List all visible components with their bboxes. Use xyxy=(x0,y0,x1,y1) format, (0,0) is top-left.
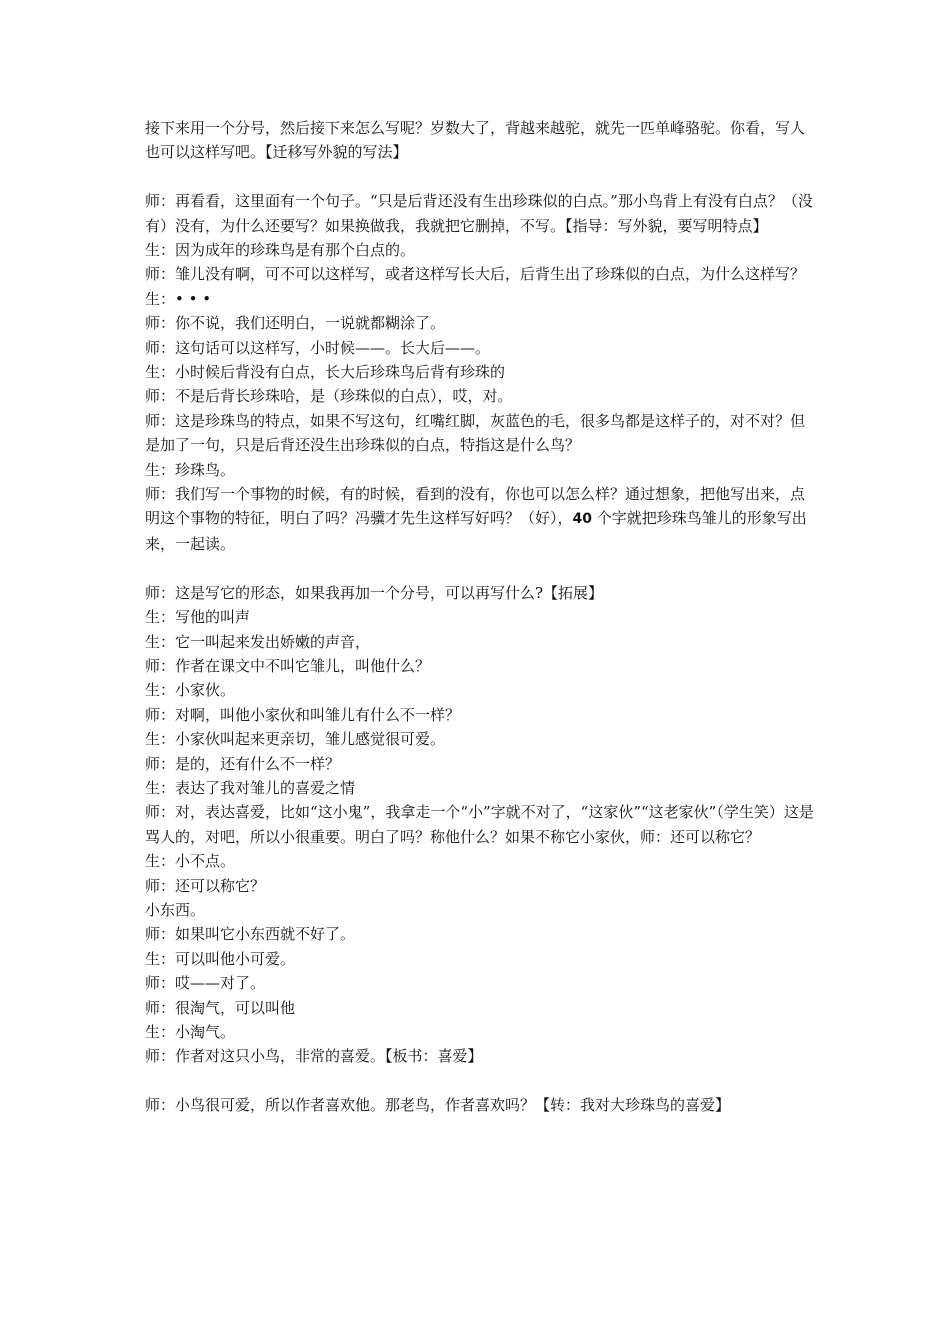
paragraph: 师：是的，还有什么不一样？ xyxy=(145,754,341,773)
paragraph: 生：可以叫他小可爱。 xyxy=(145,949,296,968)
paragraph: 师：作者对这只小鸟，非常的喜爱。【板书：喜爱】 xyxy=(145,1047,483,1066)
paragraph: 生：珍珠鸟。 xyxy=(145,460,236,479)
blank-line xyxy=(145,1069,817,1093)
paragraph: 师：作者在课文中不叫它雏儿，叫他什么？ xyxy=(145,656,431,675)
paragraph: 师：这是珍珠鸟的特点，如果不写这句，红嘴红脚，灰蓝色的毛，很多鸟都是这样子的，对不对？但是加了一句，只是后背还没生出珍珠似的白点，特指这是什么鸟？ xyxy=(145,411,806,455)
paragraph: 师：你不说，我们还明白，一说就都糊涂了。 xyxy=(145,314,446,333)
paragraph: 师：哎——对了。 xyxy=(145,974,266,993)
paragraph: 小东西。 xyxy=(145,900,206,919)
paragraph: 师：这是写它的形态，如果我再加一个分号，可以再写什么?【拓展】 xyxy=(145,583,604,602)
paragraph: 师：雏儿没有啊，可不可以这样写，或者这样写长大后，后背生出了珍珠似的白点，为什么这样写？ xyxy=(145,265,806,284)
paragraph: 生：小时候后背没有白点，长大后珍珠鸟后背有珍珠的 xyxy=(145,363,506,382)
paragraph: 师：对啊，叫他小家伙和叫雏儿有什么不一样？ xyxy=(145,705,461,724)
paragraph: 师：小鸟很可爱，所以作者喜欢他。那老鸟，作者喜欢吗？【转：我对大珍珠鸟的喜爱】 xyxy=(145,1096,731,1115)
paragraph-with-number xyxy=(145,482,817,556)
paragraph: 师：很淘气，可以叫他 xyxy=(145,998,296,1017)
paragraph-text-after: 个字就把珍珠鸟雏儿的形象写出来，一起读。 xyxy=(145,509,807,553)
paragraph: 生：因为成年的珍珠鸟是有那个白点的。 xyxy=(145,241,416,260)
paragraph: 师：还可以称它？ xyxy=(145,876,266,895)
paragraph: 生：它一叫起来发出娇嫩的声音， xyxy=(145,632,371,651)
paragraph: 生：表达了我对雏儿的喜爱之情 xyxy=(145,778,356,797)
paragraph: 生：写他的叫声 xyxy=(145,608,251,627)
bold-number: 40 xyxy=(572,511,592,528)
paragraph: 生：小不点。 xyxy=(145,852,236,871)
paragraph: 师：再看看，这里面有一个句子。“只是后背还没有生出珍珠似的白点。”那小鸟背上有没有白点？（没有）没有，为什么还要写？如果换做我，我就把它删掉，不写。【指导：写外貌，要写明特点】 xyxy=(145,192,813,235)
paragraph: 接下来用一个分号，然后接下来怎么写呢？岁数大了，背越来越驼，就先一匹单峰骆驼。你看，写人也可以这样写吧。【迁移写外貌的写法】 xyxy=(145,119,806,162)
paragraph: 生：小家伙叫起来更亲切，雏儿感觉很可爱。 xyxy=(145,730,446,749)
paragraph: 师：如果叫它小东西就不好了。 xyxy=(145,925,356,944)
paragraph: 生：小淘气。 xyxy=(145,1023,236,1041)
paragraph: 师：这句话可以这样写，小时候——。长大后——。 xyxy=(145,338,491,357)
paragraph: 师：不是后背长珍珠哈，是（珍珠似的白点），哎，对。 xyxy=(145,387,513,406)
paragraph: 生：• • • xyxy=(145,289,212,308)
blank-line xyxy=(145,165,817,189)
paragraph-text-before: 师：我们写一个事物的时候，有的时候，看到的没有，你也可以怎么样？通过想象，把他写出来，点明这个事物的特征，明白了吗？冯骥才先生这样写好吗？（好）， xyxy=(145,485,806,528)
blank-line xyxy=(145,556,817,580)
document-body xyxy=(145,116,817,1118)
paragraph: 生：小家伙。 xyxy=(145,681,236,700)
paragraph: 师：对，表达喜爱，比如“这小鬼”，我拿走一个“小”字就不对了，“这家伙”“这老家伙”（学生笑）这是骂人的，对吧，所以小很重要。明白了吗？称他什么？如果不称它小家伙，师：还可以称它？ xyxy=(145,803,814,846)
